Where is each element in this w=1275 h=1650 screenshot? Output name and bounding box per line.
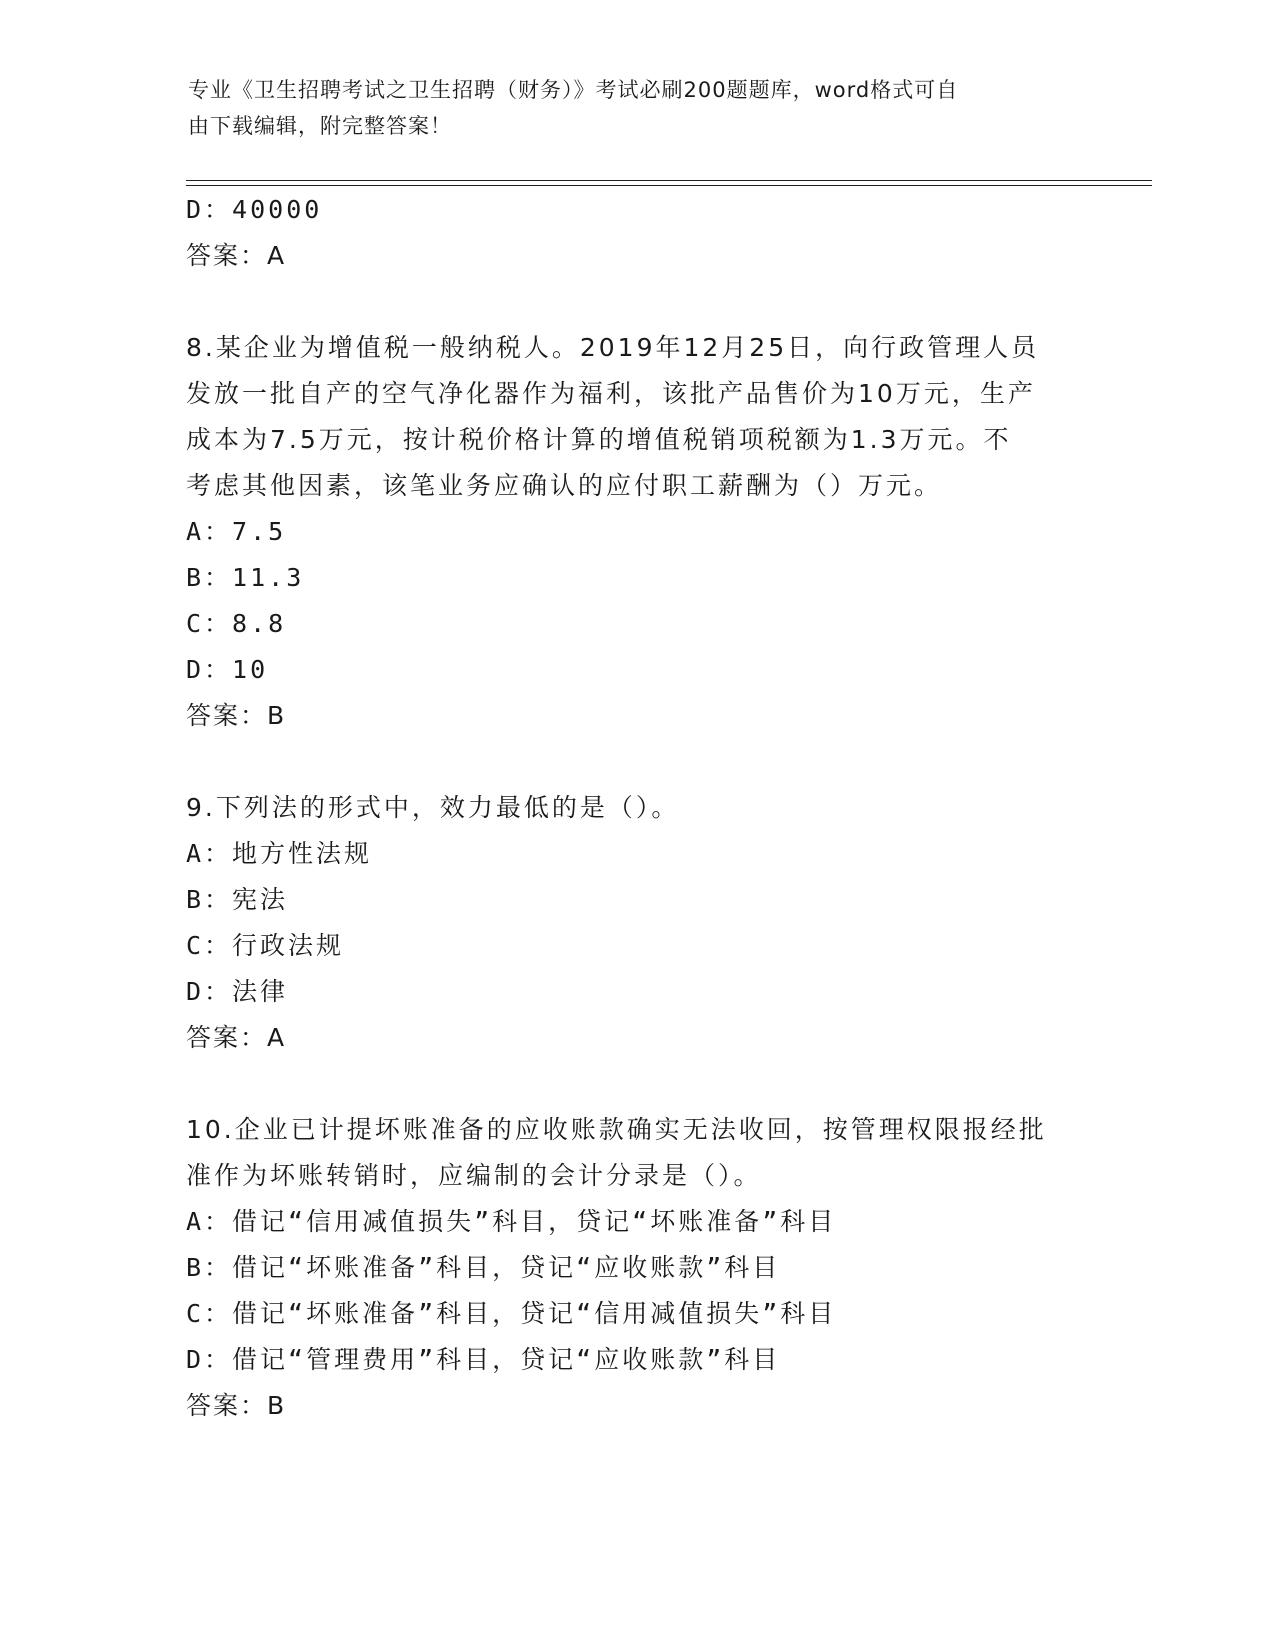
header-rule-top [186,180,1152,181]
option-b: B：11.3 [186,563,305,592]
question-text-line: 9.下列法的形式中，效力最低的是（）。 [186,793,680,822]
question-text-line: 8.某企业为增值税一般纳税人。2019年12月25日，向行政管理人员 [186,333,1040,362]
answer: 答案：B [186,701,287,730]
option-b: B：宪法 [186,885,289,914]
spacer [186,1061,1086,1107]
option-a: A：地方性法规 [186,839,373,868]
question-text-line: 准作为坏账转销时，应编制的会计分录是（）。 [186,1161,762,1190]
option-b: B：借记“坏账准备”科目，贷记“应收账款”科目 [186,1253,781,1282]
option-d: D：10 [186,655,269,684]
header-line-1: 专业《卫生招聘考试之卫生招聘（财务）》考试必刷200题题库，word格式可自 [188,78,959,102]
option-a: A：借记“信用减值损失”科目，贷记“坏账准备”科目 [186,1207,837,1236]
question-8 [186,325,1086,739]
question-9 [186,785,1086,1061]
option-c: C：行政法规 [186,931,345,960]
option-d: D：借记“管理费用”科目，贷记“应收账款”科目 [186,1345,781,1374]
option-c: C：8.8 [186,609,287,638]
question-text-line: 成本为7.5万元，按计税价格计算的增值税销项税额为1.3万元。不 [186,425,1012,454]
question-text-line: 考虑其他因素，该笔业务应确认的应付职工薪酬为（）万元。 [186,471,943,500]
option-a: A：7.5 [186,517,287,546]
prev-option-d: D：40000 [186,195,323,224]
spacer [186,279,1086,325]
question-text-line: 发放一批自产的空气净化器作为福利，该批产品售价为10万元，生产 [186,379,1036,408]
question-text-line: 10.企业已计提坏账准备的应收账款确实无法收回，按管理权限报经批 [186,1115,1047,1144]
document-body [186,187,1086,1429]
question-10 [186,1107,1086,1429]
header-line-2: 由下载编辑，附完整答案！ [188,114,452,138]
answer: 答案：A [186,1023,287,1052]
answer: 答案：B [186,1391,287,1420]
header-rule-bottom [186,185,1152,186]
option-c: C：借记“坏账准备”科目，贷记“信用减值损失”科目 [186,1299,837,1328]
document-header [188,72,1068,144]
prev-answer: 答案：A [186,241,287,270]
spacer [186,739,1086,785]
option-d: D：法律 [186,977,289,1006]
